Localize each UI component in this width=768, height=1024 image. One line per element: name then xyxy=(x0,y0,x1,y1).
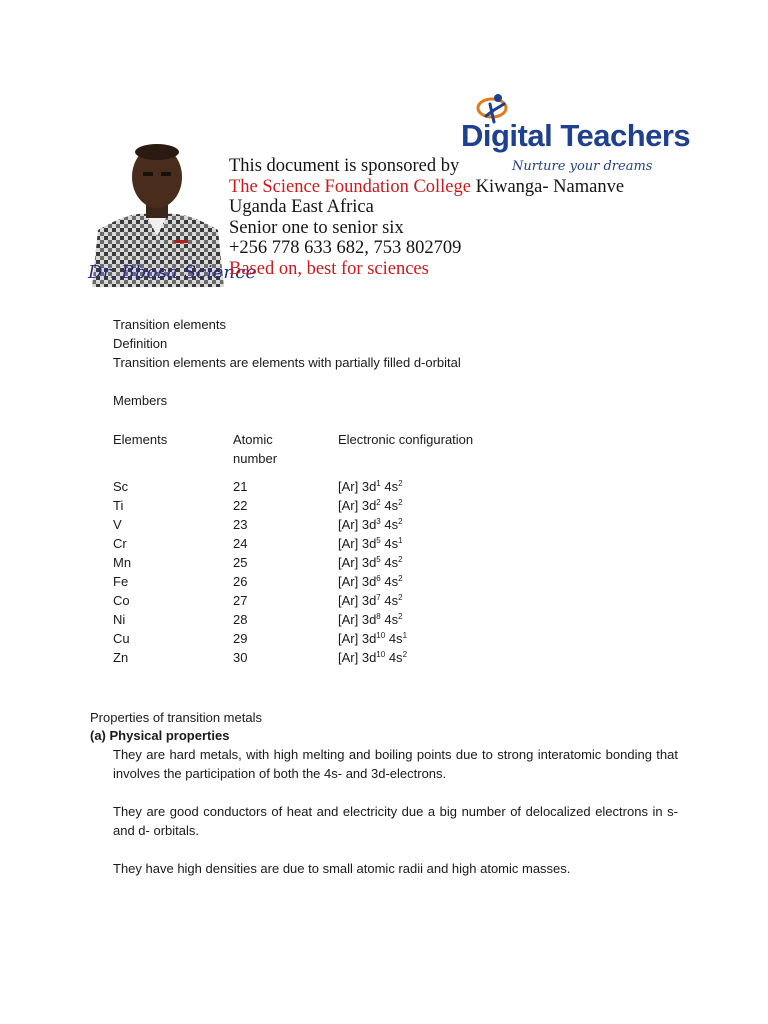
config-prefix: [Ar] 3d xyxy=(338,574,377,589)
element-symbol: Mn xyxy=(113,555,132,570)
d-electron-count: 1 xyxy=(376,479,381,488)
s-electron-count: 1 xyxy=(398,536,403,545)
electronic-configuration xyxy=(338,592,403,610)
config-prefix: [Ar] 3d xyxy=(338,631,377,646)
logo-tagline: Nurture your dreams xyxy=(512,159,653,174)
d-electron-count: 7 xyxy=(376,593,381,602)
d-electron-count: 10 xyxy=(376,631,386,640)
logo-title: Digital Teachers xyxy=(461,118,691,153)
element-symbol: Co xyxy=(113,593,130,608)
config-s-orbital: 4s xyxy=(388,631,403,646)
header-atomic: Atomic xyxy=(233,432,273,447)
config-prefix: [Ar] 3d xyxy=(338,555,377,570)
atomic-number: 27 xyxy=(233,593,248,608)
atomic-number: 21 xyxy=(233,479,248,494)
members-label: Members xyxy=(113,393,168,408)
d-electron-count: 5 xyxy=(376,555,381,564)
d-electron-count: 3 xyxy=(376,517,381,526)
sponsor-banner xyxy=(88,92,691,292)
s-electron-count: 2 xyxy=(398,498,403,507)
sponsor-line-levels: Senior one to senior six xyxy=(229,217,404,238)
electronic-configuration xyxy=(338,573,403,591)
config-s-orbital: 4s xyxy=(384,555,399,570)
section-title: Transition elements xyxy=(113,317,226,332)
sponsor-line-phone: +256 778 633 682, 753 802709 xyxy=(229,238,462,258)
header-number: number xyxy=(233,451,278,466)
s-electron-count: 2 xyxy=(398,517,403,526)
d-electron-count: 8 xyxy=(376,612,381,621)
config-prefix: [Ar] 3d xyxy=(338,498,377,513)
element-symbol: Fe xyxy=(113,574,129,589)
config-s-orbital: 4s xyxy=(384,498,399,513)
config-prefix: [Ar] 3d xyxy=(338,517,377,532)
electronic-configuration xyxy=(338,516,403,534)
sponsor-line-country: Uganda East Africa xyxy=(229,197,374,217)
config-s-orbital: 4s xyxy=(384,536,399,551)
electronic-configuration xyxy=(338,649,407,667)
electronic-configuration xyxy=(338,611,403,629)
config-prefix: [Ar] 3d xyxy=(338,612,377,627)
config-prefix: [Ar] 3d xyxy=(338,593,377,608)
s-electron-count: 2 xyxy=(398,555,403,564)
atomic-number: 22 xyxy=(233,498,248,513)
atomic-number: 29 xyxy=(233,631,248,646)
config-s-orbital: 4s xyxy=(384,593,399,608)
header-configuration: Electronic configuration xyxy=(338,432,474,447)
college-location: Kiwanga- Namanve xyxy=(475,176,625,197)
config-s-orbital: 4s xyxy=(384,479,399,494)
electronic-configuration xyxy=(338,535,403,553)
s-electron-count: 2 xyxy=(398,593,403,602)
s-electron-count: 2 xyxy=(398,612,403,621)
signature: Dr. Bbosa Science xyxy=(88,262,257,283)
d-electron-count: 6 xyxy=(376,574,381,583)
element-symbol: Ni xyxy=(113,612,126,627)
atomic-number: 23 xyxy=(233,517,248,532)
s-electron-count: 2 xyxy=(402,650,408,659)
atomic-number: 30 xyxy=(233,650,248,665)
college-name: The Science Foundation College xyxy=(229,176,471,197)
electronic-configuration xyxy=(338,497,403,515)
config-s-orbital: 4s xyxy=(384,574,399,589)
property-paragraph-2: They are good conductors of heat and electricity due a big number of delocalized electrons in s- and d- orbitals. xyxy=(113,804,678,838)
config-prefix: [Ar] 3d xyxy=(338,650,377,665)
atomic-number: 25 xyxy=(233,555,248,570)
element-symbol: Cr xyxy=(113,536,127,551)
config-s-orbital: 4s xyxy=(388,650,403,665)
atomic-number: 24 xyxy=(233,536,248,551)
d-electron-count: 2 xyxy=(376,498,381,507)
header-elements: Elements xyxy=(113,432,168,447)
config-s-orbital: 4s xyxy=(384,517,399,532)
config-prefix: [Ar] 3d xyxy=(338,479,377,494)
element-symbol: V xyxy=(113,517,122,532)
element-symbol: Cu xyxy=(113,631,130,646)
element-symbol: Sc xyxy=(113,479,129,494)
config-s-orbital: 4s xyxy=(384,612,399,627)
atomic-number: 26 xyxy=(233,574,248,589)
property-paragraph-1: They are hard metals, with high melting and boiling points due to strong interatomic bonding that involves the participation of both the 4s- and 3d-electrons. xyxy=(113,747,678,781)
physical-properties-heading: (a) Physical properties xyxy=(90,728,230,743)
atomic-number: 28 xyxy=(233,612,248,627)
properties-heading: Properties of transition metals xyxy=(90,710,262,725)
config-prefix: [Ar] 3d xyxy=(338,536,377,551)
d-electron-count: 10 xyxy=(376,650,386,659)
s-electron-count: 2 xyxy=(398,574,403,583)
sponsor-line-1: This document is sponsored by xyxy=(229,156,460,176)
definition-label: Definition xyxy=(113,336,168,351)
d-electron-count: 5 xyxy=(376,536,381,545)
element-symbol: Ti xyxy=(113,498,124,513)
definition-text: Transition elements are elements with partially filled d-orbital xyxy=(113,355,461,370)
sponsor-line-motto: Based on, best for sciences xyxy=(229,258,429,279)
s-electron-count: 2 xyxy=(398,479,403,488)
electronic-configuration xyxy=(338,554,403,572)
property-paragraph-3: They have high densities are due to small atomic radii and high atomic masses. xyxy=(113,861,571,876)
element-symbol: Zn xyxy=(113,650,129,665)
s-electron-count: 1 xyxy=(402,631,408,640)
electronic-configuration xyxy=(338,478,403,496)
electronic-configuration xyxy=(338,630,407,648)
